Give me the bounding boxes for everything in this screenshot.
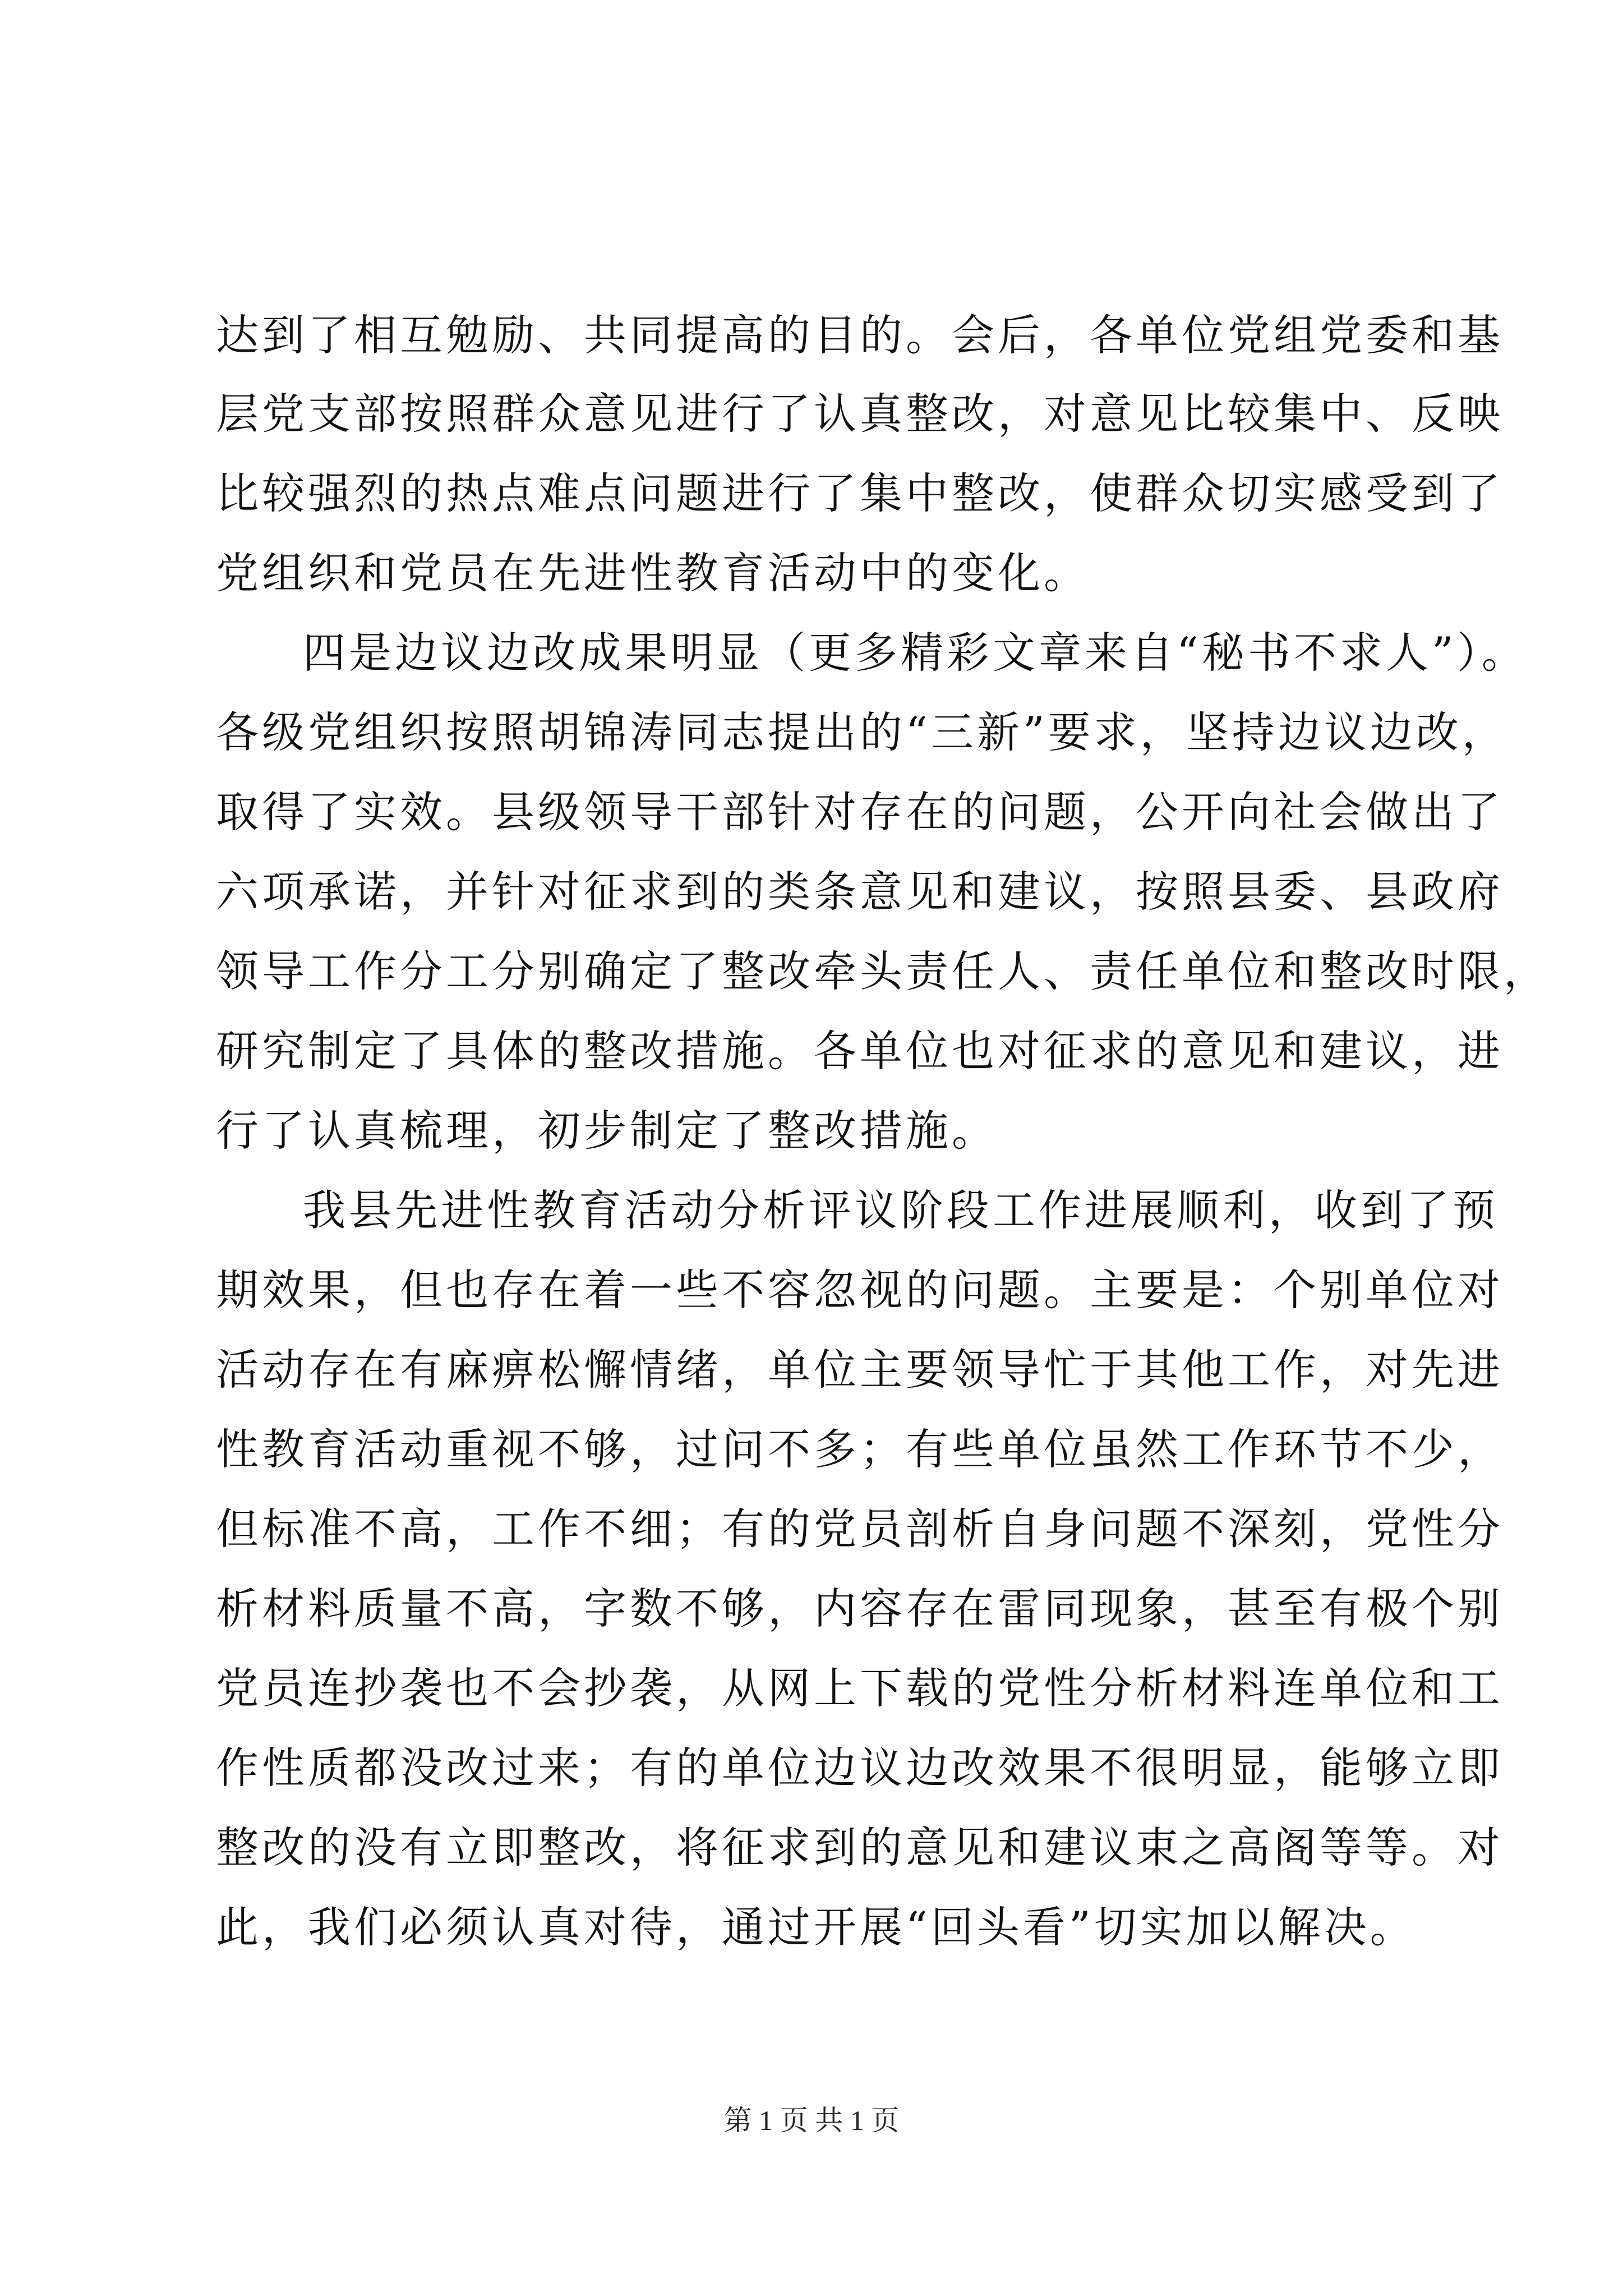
text-line: 党员连抄袭也不会抄袭，从网上下载的党性分析材料连单位和工 (216, 1663, 1504, 1713)
text-line: 性教育活动重视不够，过问不多；有些单位虽然工作环节不少， (216, 1424, 1504, 1474)
text-line: 层党支部按照群众意见进行了认真整改，对意见比较集中、反映 (216, 389, 1504, 439)
paragraph-first-line: 我县先进性教育活动分析评议阶段工作进展顺利，收到了预 (303, 1185, 1498, 1235)
paragraph-first-line: 四是边议边改成果明显（更多精彩文章来自“秘书不求人”）。 (303, 628, 1528, 678)
text-line: 党组织和党员在先进性教育活动中的变化。 (216, 548, 1090, 598)
text-line: 行了认真梳理，初步制定了整改措施。 (216, 1106, 998, 1156)
text-line: 研究制定了具体的整改措施。各单位也对征求的意见和建议，进 (216, 1026, 1504, 1076)
text-line: 作性质都没改过来；有的单位边议边改效果不很明显，能够立即 (216, 1743, 1504, 1793)
text-line: 六项承诺，并针对征求到的类条意见和建议，按照县委、县政府 (216, 867, 1504, 917)
text-line: 达到了相互勉励、共同提高的目的。会后，各单位党组党委和基 (216, 310, 1504, 360)
text-line: 但标准不高，工作不细；有的党员剖析自身问题不深刻，党性分 (216, 1504, 1504, 1554)
text-line: 比较强烈的热点难点问题进行了集中整改，使群众切实感受到了 (216, 468, 1504, 518)
text-line: 各级党组织按照胡锦涛同志提出的“三新”要求，坚持边议边改， (216, 707, 1508, 757)
text-line: 期效果，但也存在着一些不容忽视的问题。主要是：个别单位对 (216, 1265, 1504, 1315)
text-line: 活动存在有麻痹松懈情绪，单位主要领导忙于其他工作，对先进 (216, 1345, 1504, 1395)
page-footer: 第 1 页 共 1 页 (723, 2105, 900, 2136)
text-line: 整改的没有立即整改，将征求到的意见和建议束之高阁等等。对 (216, 1823, 1504, 1872)
text-line: 领导工作分工分别确定了整改牵头责任人、责任单位和整改时限， (216, 946, 1550, 996)
text-line: 析材料质量不高，字数不够，内容存在雷同现象，甚至有极个别 (216, 1584, 1504, 1634)
text-line: 取得了实效。县级领导干部针对存在的问题，公开向社会做出了 (216, 787, 1504, 837)
text-line: 此，我们必须认真对待，通过开展“回头看”切实加以解决。 (216, 1902, 1416, 1952)
